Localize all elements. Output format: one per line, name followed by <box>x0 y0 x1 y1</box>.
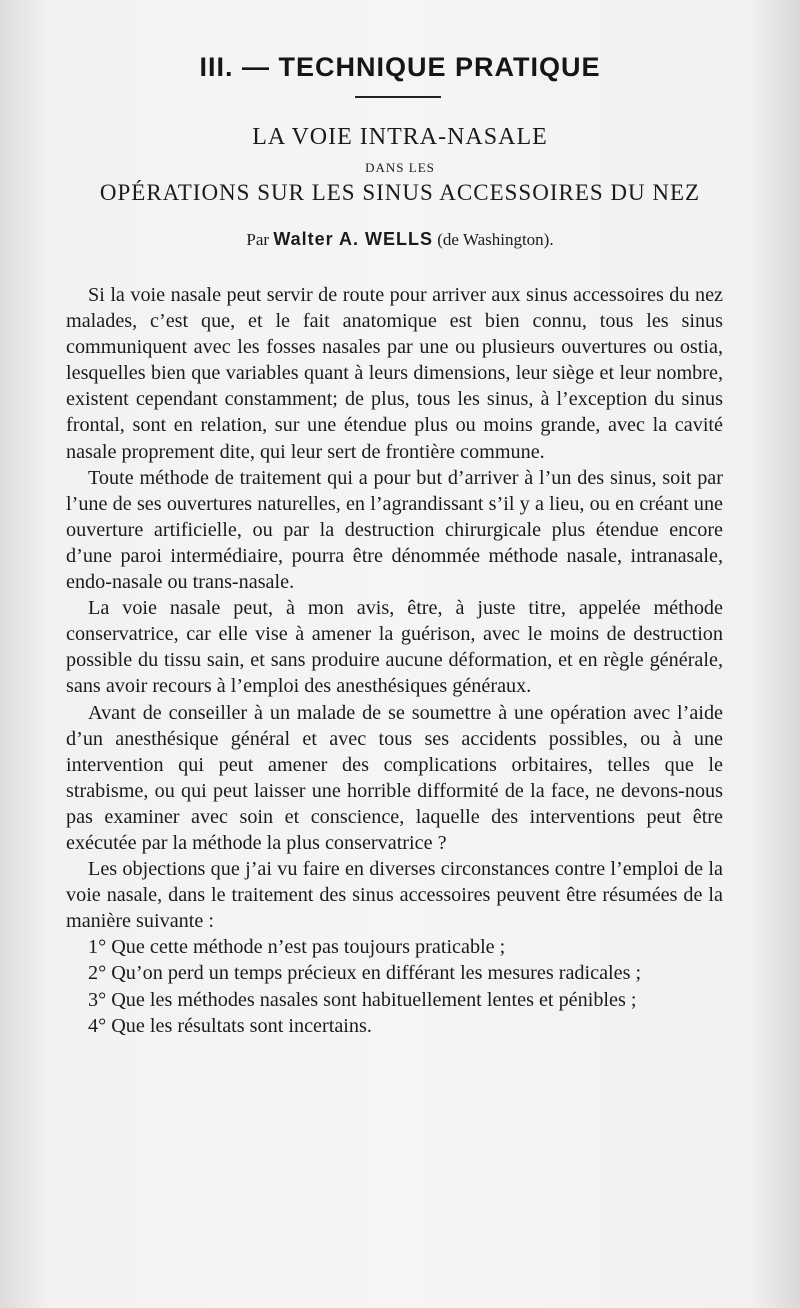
paragraph: Avant de conseiller à un malade de se soumettre à une opération avec l’aide d’un anesthésique général et avec tous ses accidents possibles, ou à une intervention qui peut amener des complications orbitaires, telles que le strabisme, ou qui peut laisser une horrible difformité de la face, ne devons-nous pas examiner avec soin et conscience, laquelle des interventions peut être exécutée par la méthode la plus conservatrice ? <box>66 701 723 854</box>
list-item: 3° Que les méthodes nasales sont habituellement lentes et pénibles ; <box>88 988 637 1011</box>
byline-prefix: Par <box>246 230 270 249</box>
article-title: LA VOIE INTRA-NASALE <box>252 124 548 150</box>
list-item: 1° Que cette méthode n’est pas toujours praticable ; <box>88 936 506 959</box>
title-rule <box>355 96 441 98</box>
paragraph: La voie nasale peut, à mon avis, être, à juste titre, appelée méthode conservatrice, car elle vise à amener la guérison, avec le moins de destruction possible du tissu sain, et sans produire aucune déformation, et en règle générale, sans avoir recours à l’emploi des anesthésiques généraux. <box>66 597 723 698</box>
article-subtitle: OPÉRATIONS SUR LES SINUS ACCESSOIRES DU NEZ <box>99 180 701 205</box>
list-item: 2° Qu’on perd un temps précieux en différant les mesures radicales ; <box>88 962 642 985</box>
paragraph: Toute méthode de traitement qui a pour but d’arriver à l’un des sinus, soit par l’une de ses ouvertures naturelles, en l’agrandissant s’il y a lieu, ou en créant une ouverture artificielle, ou par la destruction chirurgicale plus étendue encore d’une paroi intermédiaire, pourra être dénommée méthode nasale, intranasale, endo-nasale ou trans-nasale. <box>66 466 723 594</box>
author-name: Walter A. WELLS <box>273 229 433 249</box>
list-item: 4° Que les résultats sont incertains. <box>88 1014 372 1037</box>
byline-affiliation: (de Washington). <box>437 230 554 249</box>
article-title-connector: DANS LES <box>365 160 435 175</box>
byline <box>0 229 800 250</box>
article-body <box>66 282 723 1039</box>
paragraph: Les objections que j’ai vu faire en diverses circonstances contre l’emploi de la voie nasale, dans le traitement des sinus accessoires peuvent être résumées de la manière suivante : <box>66 858 723 933</box>
section-title: III. — TECHNIQUE PRATIQUE <box>199 52 601 82</box>
paragraph: Si la voie nasale peut servir de route pour arriver aux sinus accessoires du nez malades, c’est que, et le fait anatomique est bien connu, tous les sinus communiquent avec les fosses nasales par une ou plusieurs ouvertures ou ostia, lesquelles bien que variables quant à leurs dimensions, leur siège et leur nombre, existent cependant constamment; de plus, tous les sinus, à l’exception du sinus frontal, sont en relation, sur une étendue plus ou moins grande, avec la cavité nasale proprement dite, qui leur sert de frontière commune. <box>66 284 723 463</box>
